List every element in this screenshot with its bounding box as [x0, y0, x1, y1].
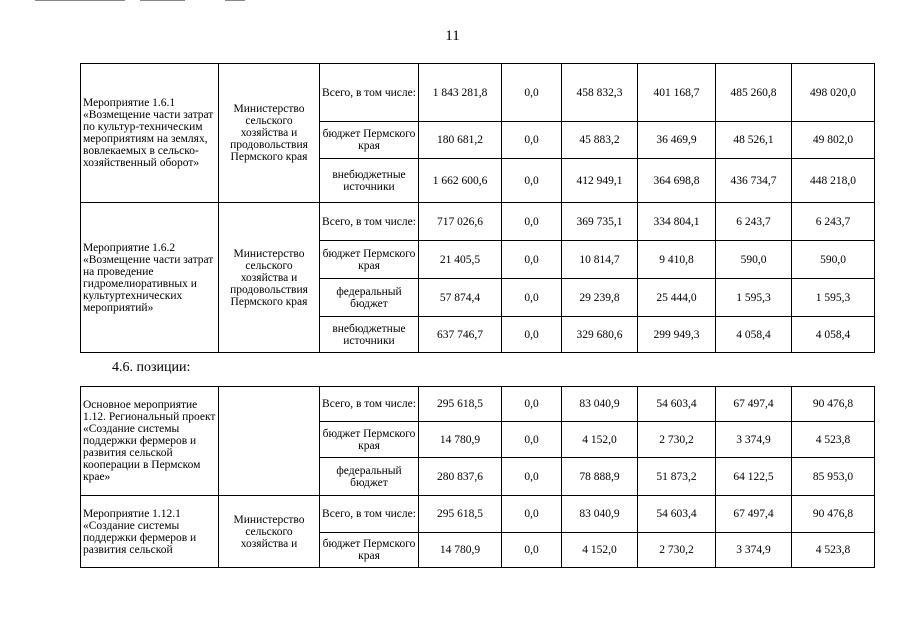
amount-cell: 4 058,4 [716, 317, 792, 353]
amount-cell: 10 814,7 [562, 241, 638, 279]
measure-name-cell: Мероприятие 1.12.1 «Создание системы поддержки фермеров и развития сельской [81, 496, 219, 568]
amount-cell: 0,0 [502, 279, 562, 317]
funding-source-cell: Всего, в том числе: [320, 64, 419, 122]
amount-cell: 0,0 [502, 422, 562, 458]
amount-cell: 295 618,5 [419, 387, 502, 422]
funding-source-cell: бюджет Пермского края [320, 122, 419, 159]
amount-cell: 14 780,9 [419, 422, 502, 458]
amount-cell: 4 152,0 [562, 533, 638, 568]
amount-cell: 1 662 600,6 [419, 159, 502, 203]
funding-source-cell: Всего, в том числе: [320, 387, 419, 422]
amount-cell: 329 680,6 [562, 317, 638, 353]
executor-cell: Министерство сельского хозяйства и продовольствия Пермского края [219, 64, 320, 203]
amount-cell: 4 058,4 [792, 317, 875, 353]
funding-source-cell: бюджет Пермского края [320, 241, 419, 279]
amount-cell: 14 780,9 [419, 533, 502, 568]
measure-name-cell: Основное мероприятие 1.12. Региональный проект «Создание системы поддержки фермеров и развития сельской кооперации в Пермском крае» [81, 387, 219, 496]
amount-cell: 51 873,2 [638, 458, 716, 496]
amount-cell: 0,0 [502, 496, 562, 533]
amount-cell: 29 239,8 [562, 279, 638, 317]
amount-cell: 280 837,6 [419, 458, 502, 496]
amount-cell: 412 949,1 [562, 159, 638, 203]
amount-cell: 57 874,4 [419, 279, 502, 317]
amount-cell: 25 444,0 [638, 279, 716, 317]
executor-cell: Министерство сельского хозяйства и продовольствия Пермского края [219, 203, 320, 353]
top-edge-mark [35, 0, 125, 1]
amount-cell: 0,0 [502, 241, 562, 279]
page-number: 11 [445, 28, 460, 44]
funding-source-cell: бюджет Пермского края [320, 422, 419, 458]
amount-cell: 0,0 [502, 203, 562, 241]
funding-source-cell: федеральный бюджет [320, 458, 419, 496]
amount-cell: 299 949,3 [638, 317, 716, 353]
amount-cell: 458 832,3 [562, 64, 638, 122]
amount-cell: 83 040,9 [562, 387, 638, 422]
amount-cell: 45 883,2 [562, 122, 638, 159]
amount-cell: 4 523,8 [792, 422, 875, 458]
funding-source-cell: Всего, в том числе: [320, 496, 419, 533]
funding-source-cell: бюджет Пермского края [320, 533, 419, 568]
funding-source-cell: федеральный бюджет [320, 279, 419, 317]
measures-table [80, 63, 875, 353]
amount-cell: 485 260,8 [716, 64, 792, 122]
amount-cell: 0,0 [502, 122, 562, 159]
amount-cell: 334 804,1 [638, 203, 716, 241]
amount-cell: 1 843 281,8 [419, 64, 502, 122]
amount-cell: 6 243,7 [716, 203, 792, 241]
amount-cell: 0,0 [502, 64, 562, 122]
amount-cell: 180 681,2 [419, 122, 502, 159]
table-row [81, 64, 875, 122]
amount-cell: 448 218,0 [792, 159, 875, 203]
amount-cell: 3 374,9 [716, 533, 792, 568]
amount-cell: 717 026,6 [419, 203, 502, 241]
amount-cell: 0,0 [502, 317, 562, 353]
amount-cell: 48 526,1 [716, 122, 792, 159]
amount-cell: 0,0 [502, 159, 562, 203]
amount-cell: 0,0 [502, 458, 562, 496]
amount-cell: 67 497,4 [716, 387, 792, 422]
amount-cell: 64 122,5 [716, 458, 792, 496]
amount-cell: 6 243,7 [792, 203, 875, 241]
amount-cell: 90 476,8 [792, 387, 875, 422]
amount-cell: 1 595,3 [792, 279, 875, 317]
amount-cell: 78 888,9 [562, 458, 638, 496]
amount-cell: 295 618,5 [419, 496, 502, 533]
amount-cell: 436 734,7 [716, 159, 792, 203]
table-row [81, 496, 875, 533]
funding-source-cell: внебюджетные источники [320, 159, 419, 203]
executor-cell [219, 387, 320, 496]
amount-cell: 90 476,8 [792, 496, 875, 533]
measure-name-cell: Мероприятие 1.6.1 «Возмещение части затрат по культур-техническим мероприятиям на землях, вовлекаемых в сельско-хозяйственный оборот» [81, 64, 219, 203]
amount-cell: 54 603,4 [638, 387, 716, 422]
top-edge-mark [140, 0, 185, 1]
amount-cell: 0,0 [502, 387, 562, 422]
measure-name-cell: Мероприятие 1.6.2 «Возмещение части затрат на проведение гидромелиоративных и культуртехнических мероприятий» [81, 203, 219, 353]
amount-cell: 369 735,1 [562, 203, 638, 241]
amount-cell: 401 168,7 [638, 64, 716, 122]
amount-cell: 2 730,2 [638, 422, 716, 458]
positions-table [80, 386, 875, 568]
amount-cell: 4 152,0 [562, 422, 638, 458]
top-edge-mark [225, 0, 245, 1]
funding-source-cell: внебюджетные источники [320, 317, 419, 353]
amount-cell: 83 040,9 [562, 496, 638, 533]
amount-cell: 9 410,8 [638, 241, 716, 279]
amount-cell: 3 374,9 [716, 422, 792, 458]
amount-cell: 36 469,9 [638, 122, 716, 159]
amount-cell: 85 953,0 [792, 458, 875, 496]
amount-cell: 2 730,2 [638, 533, 716, 568]
amount-cell: 1 595,3 [716, 279, 792, 317]
amount-cell: 637 746,7 [419, 317, 502, 353]
amount-cell: 364 698,8 [638, 159, 716, 203]
table-row [81, 387, 875, 422]
funding-source-cell: Всего, в том числе: [320, 203, 419, 241]
section-label: 4.6. позиции: [112, 360, 191, 375]
executor-cell: Министерство сельского хозяйства и [219, 496, 320, 568]
amount-cell: 21 405,5 [419, 241, 502, 279]
amount-cell: 4 523,8 [792, 533, 875, 568]
table-row [81, 203, 875, 241]
amount-cell: 67 497,4 [716, 496, 792, 533]
amount-cell: 590,0 [716, 241, 792, 279]
amount-cell: 49 802,0 [792, 122, 875, 159]
amount-cell: 0,0 [502, 533, 562, 568]
amount-cell: 54 603,4 [638, 496, 716, 533]
amount-cell: 498 020,0 [792, 64, 875, 122]
amount-cell: 590,0 [792, 241, 875, 279]
